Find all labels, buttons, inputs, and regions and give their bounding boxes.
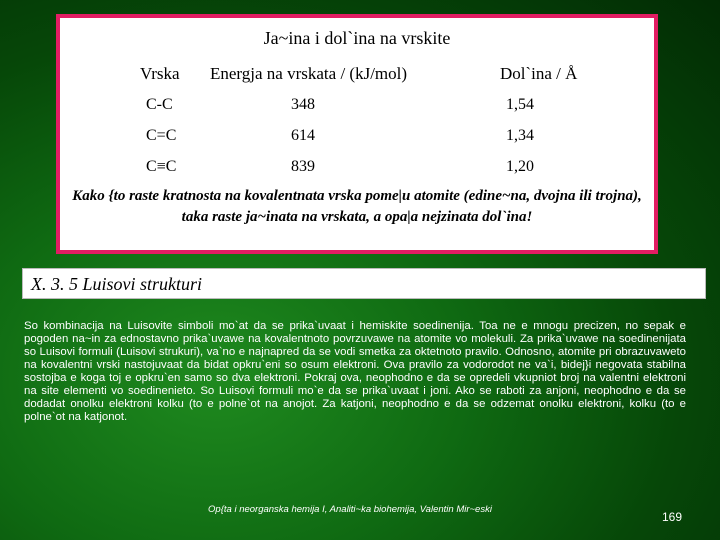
row-3-length: 1,20 <box>506 158 534 175</box>
header-length: Dol`ina / Å <box>500 64 578 83</box>
row-2-bond: C=C <box>146 127 177 144</box>
footer-citation: Op{ta i neorganska hemija I, Analiti~ka biohemija, Valentin Mir~eski <box>208 504 492 515</box>
row-1-length: 1,54 <box>506 96 534 113</box>
row-3-energy: 839 <box>291 158 315 175</box>
header-energy: Energja na vrskata / (kJ/mol) <box>210 64 408 83</box>
page-number: 169 <box>662 510 683 524</box>
row-1-energy: 348 <box>291 96 315 113</box>
header-bond: Vrska <box>140 64 180 83</box>
table-title: Ja~ina i dol`ina na vrskite <box>263 28 451 48</box>
body-paragraph: So kombinacija na Luisovite simboli mo`at da se prika`uvaat i hemiskite soedinenija. Toa ne e mnogu precizen, no sepak e pogoden na~in za ednostavno prika`uvawe na kovalentnoto povrzuvawe na atomite vo molekuli. Za prika`uvawe na soedinenijata so Luisovi formuli (Luisovi strukuri), va`no e najnapred da se vodi smetka za oktetnoto pravilo. Odnosno, atomite pri obrazuvaweto na kovalentni vrski nastojuvaat da bidat opkru`eni so osum elektroni. Ova pravilo za vodorodot ne va`i, bidej}i negovata stabilna sostojba e koga toj e opkru`en samo so dva elektroni. Pokraj ova, neophodno e da se opredeli vkupniot broj na valentni elektroni na site elementi vo soedinenieto. So Luisovi formuli mo`e da se prika`uvaat i joni. Ako se raboti za anjoni, neophodno e da se dodadat onolku elektroni kolku (to e polne`ot na anojot. Za katjoni, neophodno e da se odzemat onolku elektroni, kolku (to e polne`ot na katjonot. <box>24 320 686 423</box>
section-title: X. 3. 5 Luisovi strukturi <box>31 274 203 294</box>
row-2-energy: 614 <box>291 127 315 144</box>
row-3-bond: C≡C <box>146 158 177 175</box>
bond-table-panel <box>56 14 658 254</box>
section-heading-bar <box>22 268 706 299</box>
row-1-bond: C-C <box>146 96 173 113</box>
table-note: Kako {to raste kratnosta na kovalentnata vrska pome|u atomite (edine~na, dvojna ili trojna), taka raste ja~inata na vrskata, a opa|a nejzinata dol`ina! <box>72 188 642 225</box>
row-2-length: 1,34 <box>506 127 534 144</box>
